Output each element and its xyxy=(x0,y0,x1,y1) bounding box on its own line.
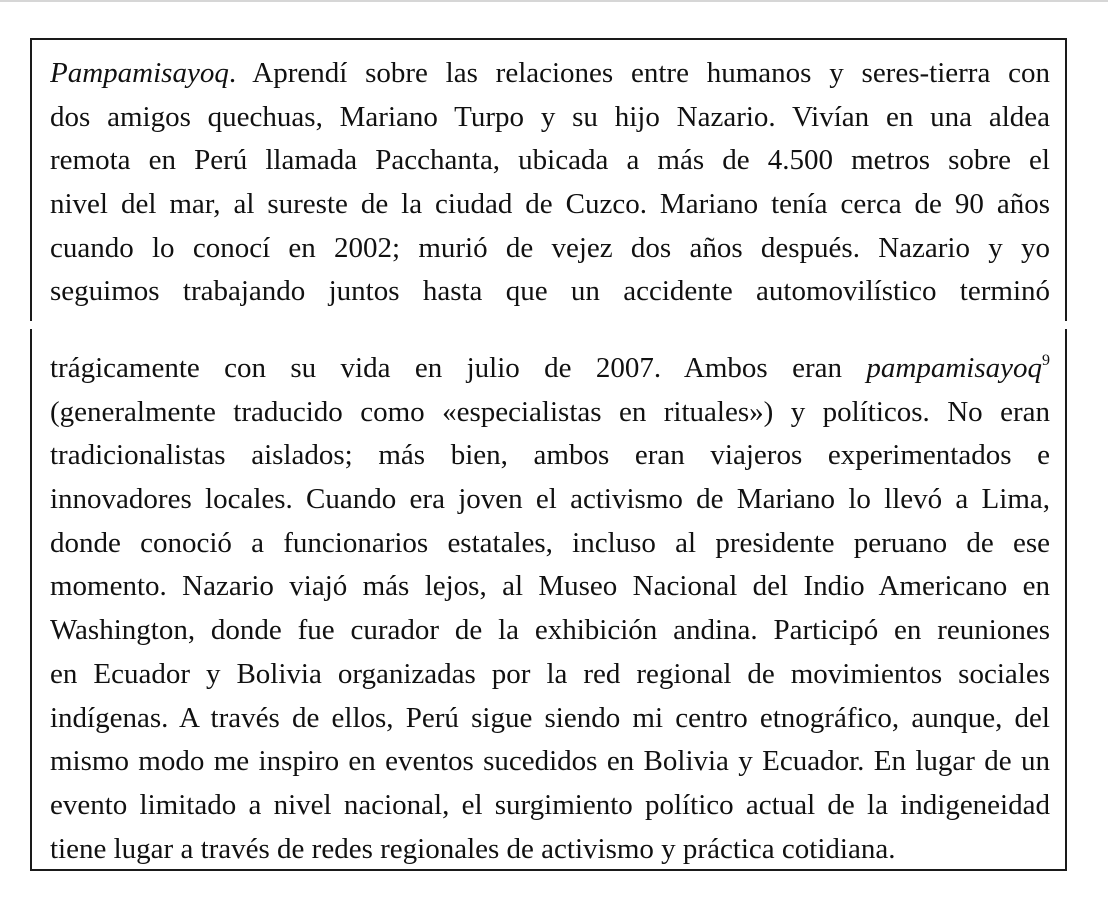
frame-border-left-upper xyxy=(30,38,32,321)
frame-border-top xyxy=(30,38,1067,40)
frame-border-left-lower xyxy=(30,329,32,871)
italic-term: pampamisayoq xyxy=(866,352,1042,384)
text-line: mismo modo me inspiro en eventos sucedidos en Bolivia y Ecuador. En lugar de un xyxy=(50,745,1050,778)
text-line: Pampamisayoq. Aprendí sobre las relaciones entre humanos y seres-tierra con xyxy=(50,57,1050,89)
paragraph-block-1 xyxy=(50,52,1050,314)
text-line: (generalmente traducido como «especialistas en rituales») y políticos. No eran xyxy=(50,395,1050,428)
text-line: seguimos trabajando juntos hasta que un accidente automovilístico terminó xyxy=(50,275,1050,308)
text-line: tradicionalistas aislados; más bien, ambos eran viajeros experimentados e xyxy=(50,439,1050,472)
text-line: momento. Nazario viajó más lejos, al Museo Nacional del Indio Americano en xyxy=(50,570,1050,603)
paragraph-block-2 xyxy=(50,347,1050,871)
text-line: indígenas. A través de ellos, Perú sigue siendo mi centro etnográfico, aunque, del xyxy=(50,701,1050,734)
italic-term: Pampamisayoq xyxy=(50,57,229,89)
text-line: Washington, donde fue curador de la exhibición andina. Participó en reuniones xyxy=(50,614,1050,647)
text-line: cuando lo conocí en 2002; murió de vejez dos años después. Nazario y yo xyxy=(50,231,1050,264)
text-line: dos amigos quechuas, Mariano Turpo y su hijo Nazario. Vivían en una aldea xyxy=(50,100,1050,133)
text-line: nivel del mar, al sureste de la ciudad de Cuzco. Mariano tenía cerca de 90 años xyxy=(50,188,1050,221)
top-rule xyxy=(0,0,1108,2)
frame-border-right-lower xyxy=(1065,329,1067,871)
text-line: tiene lugar a través de redes regionales de activismo y práctica cotidiana. xyxy=(50,832,896,865)
footnote-marker[interactable]: 9 xyxy=(1042,352,1050,369)
text-line: en Ecuador y Bolivia organizadas por la red regional de movimientos sociales xyxy=(50,657,1050,690)
text-line: trágicamente con su vida en julio de 2007. Ambos eran pampamisayoq$^9$ xyxy=(50,352,1050,384)
text-line: remota en Perú llamada Pacchanta, ubicada a más de 4.500 metros sobre el xyxy=(50,144,1050,177)
text-line: evento limitado a nivel nacional, el surgimiento político actual de la indigeneidad xyxy=(50,788,1050,821)
text-line: donde conoció a funcionarios estatales, incluso al presidente peruano de ese xyxy=(50,526,1050,559)
text-line: innovadores locales. Cuando era joven el activismo de Mariano lo llevó a Lima, xyxy=(50,483,1050,516)
frame-border-right-upper xyxy=(1065,38,1067,321)
